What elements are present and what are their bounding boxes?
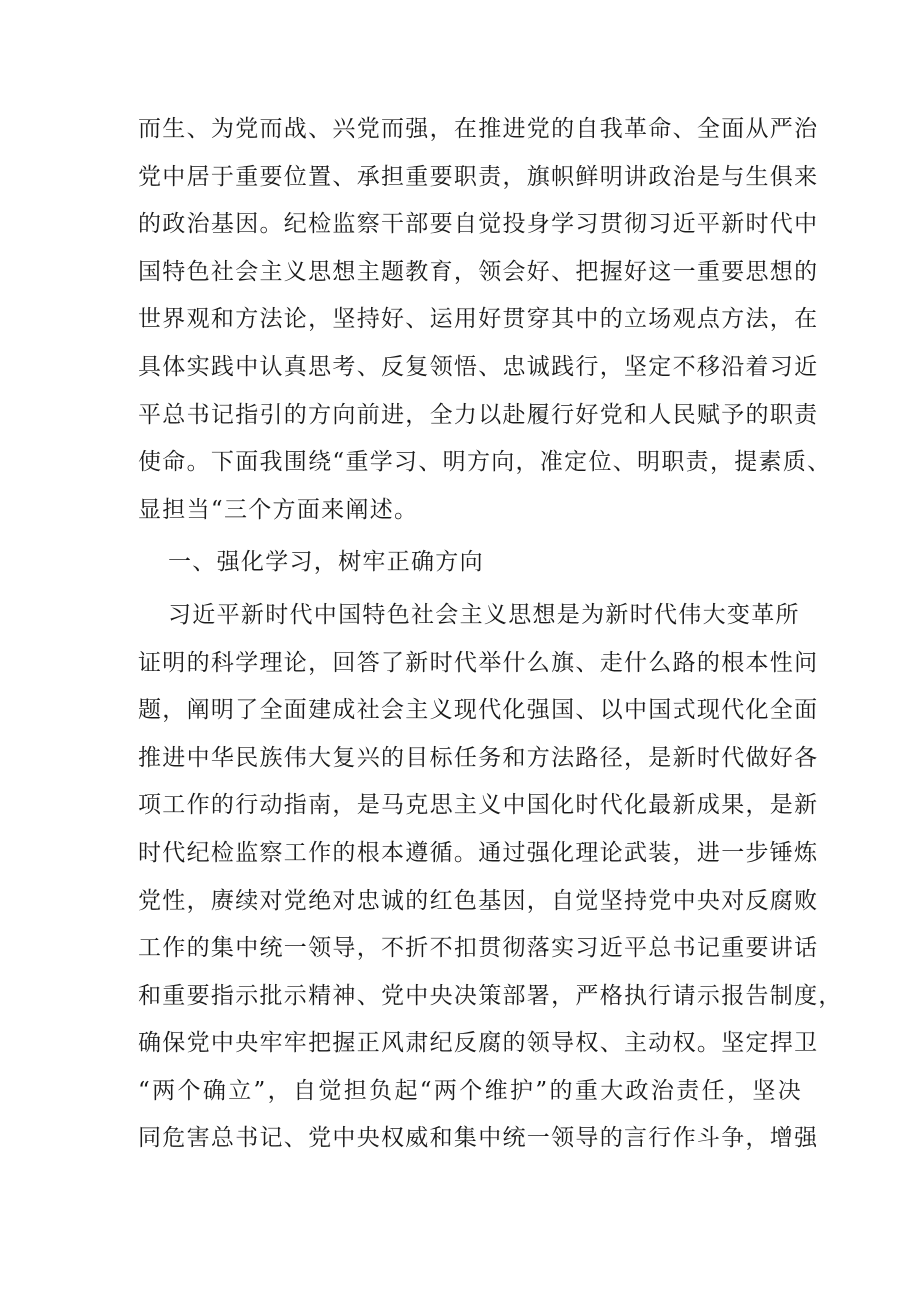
paragraph-line: 确保党中央牢牢把握正风肃纪反腐的领导权、主动权。坚定捍卫 [138, 1030, 819, 1057]
paragraph-line: 党中居于重要位置、承担重要职责，旗帜鲜明讲政治是与生俱来 [138, 163, 819, 190]
paragraph-line: 证明的科学理论，回答了新时代举什么旗、走什么路的根本性问 [138, 649, 819, 676]
paragraph-line: 题，阐明了全面建成社会主义现代化强国、以中国式现代化全面 [138, 697, 819, 724]
paragraph-line: 而生、为党而战、兴党而强，在推进党的自我革命、全面从严治 [138, 116, 819, 142]
paragraph-line: 显担当“三个方面来阐述。 [138, 496, 419, 523]
paragraph-line: 党性，赓续对党绝对忠诚的红色基因，自觉坚持党中央对反腐败 [138, 887, 819, 914]
paragraph-line: 推进中华民族伟大复兴的目标任务和方法路径，是新时代做好各 [138, 744, 819, 771]
paragraph-line: 项工作的行动指南，是马克思主义中国化时代化最新成果，是新 [138, 792, 819, 819]
paragraph-line: 国特色社会主义思想主题教育，领会好、把握好这一重要思想的 [138, 258, 819, 285]
paragraph-line: 时代纪检监察工作的根本遵循。通过强化理论武装，进一步锤炼 [138, 839, 819, 866]
paragraph-line: 的政治基因。纪检监察干部要自觉投身学习贯彻习近平新时代中 [138, 211, 819, 238]
paragraph-line: 具体实践中认真思考、反复领悟、忠诚践行，坚定不移沿着习近 [138, 353, 819, 380]
paragraph-line: 同危害总书记、党中央权威和集中统一领导的言行作斗争，增强 [138, 1125, 819, 1152]
paragraph-line: 习近平新时代中国特色社会主义思想是为新时代伟大变革所 [168, 601, 800, 628]
paragraph-line: 和重要指示批示精神、党中央决策部署，严格执行请示报告制度， [138, 982, 843, 1009]
paragraph-line: 平总书记指引的方向前进，全力以赴履行好党和人民赋予的职责 [138, 401, 819, 428]
section-heading: 一、强化学习，树牢正确方向 [168, 549, 484, 576]
document-body [138, 106, 843, 1163]
paragraph-line: 使命。下面我围绕“重学习、明方向，准定位、明职责，提素质、 [138, 449, 832, 476]
paragraph-line: 工作的集中统一领导，不折不扣贯彻落实习近平总书记重要讲话 [138, 935, 819, 962]
paragraph-line: “两个确立”，自觉担负起“两个维护”的重大政治责任，坚决 [138, 1077, 802, 1104]
paragraph-line: 世界观和方法论，坚持好、运用好贯穿其中的立场观点方法，在 [138, 306, 819, 333]
